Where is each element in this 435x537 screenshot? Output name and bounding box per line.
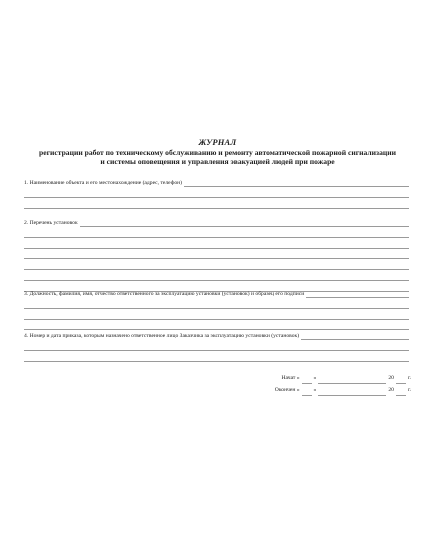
date-started-row [275, 372, 411, 384]
blank-line[interactable] [24, 198, 409, 209]
field-object-label: 1. Наименование объекта и его местонахождение (адрес, телефон) [24, 180, 183, 186]
journal-subtitle-line-2: и системы оповещения и управления эвакуацией людей при пожаре [100, 157, 335, 166]
year-suffix: г. [407, 375, 411, 381]
date-started-label: Начат « [281, 375, 300, 381]
date-ended-month-input[interactable] [318, 389, 386, 396]
blank-line[interactable] [24, 259, 409, 270]
quote-close: » [313, 375, 317, 381]
field-responsible-label: 3. Должность, фамилия, имя, отчество ответственного за эксплуатацию установки (установок) и образец его подписи [24, 291, 305, 297]
field-order-input-line[interactable] [301, 333, 409, 340]
field-order-number [24, 331, 409, 340]
date-started-day-input[interactable] [302, 377, 312, 384]
year-prefix: 20 [388, 375, 394, 381]
field-installations-label: 2. Перечень установок [24, 220, 78, 226]
year-prefix: 20 [388, 387, 394, 393]
blank-line[interactable] [24, 227, 409, 238]
section-object [24, 178, 409, 209]
section-responsible [24, 289, 409, 330]
blank-line[interactable] [24, 270, 409, 281]
blank-line[interactable] [24, 249, 409, 260]
blank-line[interactable] [24, 187, 409, 198]
journal-title: ЖУРНАЛ [198, 137, 237, 147]
section-order [24, 331, 409, 362]
quote-close: » [313, 387, 317, 393]
field-installations-input-line[interactable] [80, 220, 409, 227]
field-responsible-input-line[interactable] [306, 291, 409, 298]
date-ended-row [275, 384, 411, 396]
date-ended-label: Окончен « [274, 387, 300, 393]
blank-line[interactable] [24, 309, 409, 320]
date-started-year-input[interactable] [396, 377, 406, 384]
field-responsible-person [24, 289, 409, 298]
blank-line[interactable] [24, 238, 409, 249]
dates-block [275, 372, 411, 396]
year-suffix: г. [407, 387, 411, 393]
field-order-label: 4. Номер и дата приказа, которым назначено ответственное лицо Заказчика за эксплуатацию установки (установок) [24, 333, 300, 339]
blank-line[interactable] [24, 351, 409, 362]
date-ended-day-input[interactable] [302, 389, 312, 396]
title-block [0, 138, 435, 167]
date-started-month-input[interactable] [318, 377, 386, 384]
blank-line[interactable] [24, 298, 409, 309]
field-object-input-line[interactable] [184, 180, 409, 187]
field-installations [24, 218, 409, 227]
section-installations [24, 218, 409, 292]
date-ended-year-input[interactable] [396, 389, 406, 396]
blank-line[interactable] [24, 340, 409, 351]
field-object-name [24, 178, 409, 187]
journal-subtitle-line-1: регистрации работ по техническому обслуживанию и ремонту автоматической пожарной сигнализации [38, 147, 397, 157]
blank-line[interactable] [24, 320, 409, 331]
